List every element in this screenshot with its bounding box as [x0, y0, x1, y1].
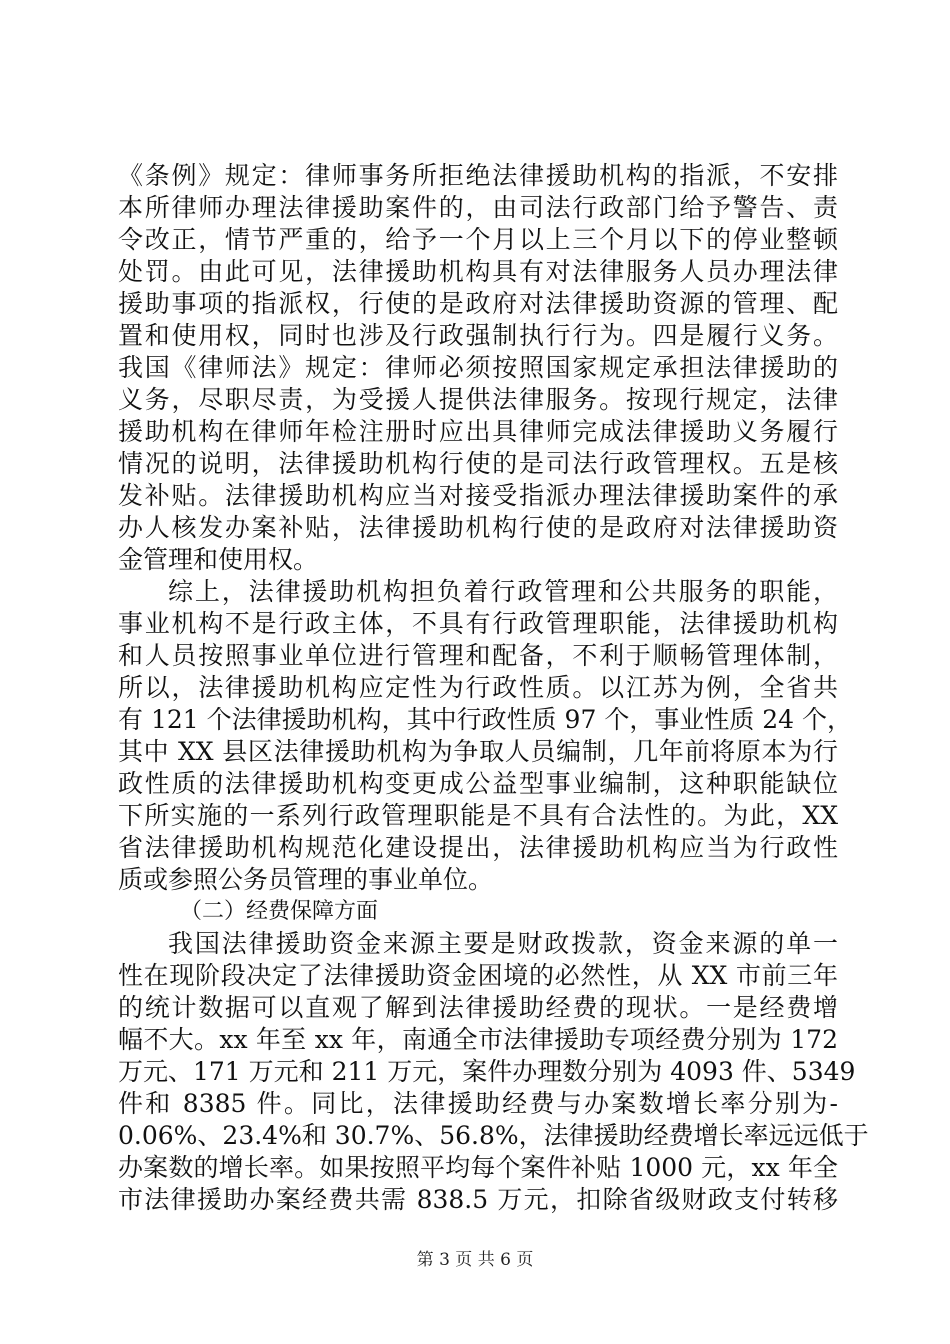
text-line: 我国法律援助资金来源主要是财政拨款，资金来源的单一	[168, 929, 838, 958]
text-line: 援助机构在律师年检注册时应出具律师完成法律援助义务履行	[118, 417, 838, 446]
text-line: 我国《律师法》规定：律师必须按照国家规定承担法律援助的	[118, 353, 838, 382]
body-text	[118, 160, 869, 1216]
text-line: 质或参照公务员管理的事业单位。	[118, 865, 494, 894]
text-line: 置和使用权，同时也涉及行政强制执行行为。四是履行义务。	[118, 321, 838, 350]
text-line: 事业机构不是行政主体，不具有行政管理职能，法律援助机构	[118, 609, 838, 638]
text-line: 综上，法律援助机构担负着行政管理和公共服务的职能，	[168, 577, 838, 606]
text-line: 办案数的增长率。如果按照平均每个案件补贴 1000 元，xx 年全	[118, 1153, 838, 1182]
text-line: 发补贴。法律援助机构应当对接受指派办理法律援助案件的承	[118, 481, 838, 510]
text-line: 万元、171 万元和 211 万元，案件办理数分别为 4093 件、5349	[118, 1057, 856, 1086]
text-line: 省法律援助机构规范化建设提出，法律援助机构应当为行政性	[118, 833, 838, 862]
text-line: 情况的说明，法律援助机构行使的是司法行政管理权。五是核	[118, 449, 838, 478]
text-line: 援助事项的指派权，行使的是政府对法律援助资源的管理、配	[118, 289, 838, 318]
text-line: 《条例》规定：律师事务所拒绝法律援助机构的指派，不安排	[118, 161, 838, 190]
section-heading: （二）经费保障方面	[180, 899, 379, 924]
text-line: 其中 XX 县区法律援助机构为争取人员编制，几年前将原本为行	[118, 737, 838, 766]
text-line: 性在现阶段决定了法律援助资金困境的必然性，从 XX 市前三年	[118, 961, 838, 990]
text-line: 市法律援助办案经费共需 838.5 万元，扣除省级财政支付转移	[118, 1185, 838, 1214]
text-line: 的统计数据可以直观了解到法律援助经费的现状。一是经费增	[118, 993, 838, 1022]
text-line: 幅不大。xx 年至 xx 年，南通全市法律援助专项经费分别为 172	[118, 1025, 838, 1054]
text-line: 政性质的法律援助机构变更成公益型事业编制，这种职能缺位	[118, 769, 838, 798]
text-line: 处罚。由此可见，法律援助机构具有对法律服务人员办理法律	[118, 257, 838, 286]
text-line: 本所律师办理法律援助案件的，由司法行政部门给予警告、责	[118, 193, 838, 222]
text-line: 义务，尽职尽责，为受援人提供法律服务。按现行规定，法律	[118, 385, 838, 414]
text-line: 有 121 个法律援助机构，其中行政性质 97 个，事业性质 24 个，	[118, 705, 853, 734]
text-line: 所以，法律援助机构应定性为行政性质。以江苏为例，全省共	[118, 673, 838, 702]
text-line: 下所实施的一系列行政管理职能是不具有合法性的。为此，XX	[118, 801, 838, 830]
text-line: 办人核发办案补贴，法律援助机构行使的是政府对法律援助资	[118, 513, 838, 542]
text-line: 和人员按照事业单位进行管理和配备，不利于顺畅管理体制，	[118, 641, 838, 670]
text-line: 令改正，情节严重的，给予一个月以上三个月以下的停业整顿	[118, 225, 838, 254]
page-number-footer: 第 3 页 共 6 页	[416, 1250, 534, 1270]
text-line: 金管理和使用权。	[118, 545, 319, 574]
text-line: 0.06%、23.4%和 30.7%、56.8%，法律援助经费增长率远远低于	[118, 1121, 869, 1150]
text-line: 件和 8385 件。同比，法律援助经费与办案数增长率分别为-	[118, 1089, 838, 1118]
